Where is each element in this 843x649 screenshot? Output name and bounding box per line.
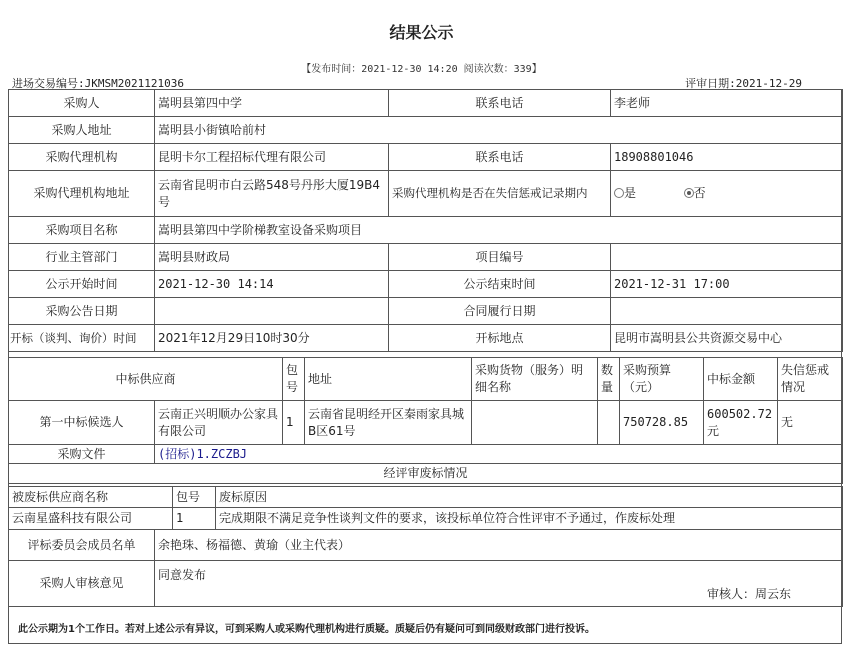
rejected-table xyxy=(8,486,843,530)
committee-value: 余艳珠、杨福德、黄瑜（业主代表） xyxy=(155,530,843,561)
phone-label: 联系电话 xyxy=(389,90,611,117)
open-place-value: 昆明市嵩明县公共资源交易中心 xyxy=(611,325,843,352)
radio-no-label: 否 xyxy=(693,186,706,200)
announce-date-value xyxy=(155,298,389,325)
agency-phone: 18908801046 xyxy=(611,144,843,171)
file-link[interactable]: (招标)1.ZCZBJ xyxy=(158,446,248,461)
rejected-name: 云南星盛科技有限公司 xyxy=(9,508,173,530)
review-date: 评审日期:2021-12-29 xyxy=(685,77,802,90)
winner-dishonest: 无 xyxy=(778,401,843,445)
publish-meta: 【发布时间：2021-12-30 14:20 阅读次数：339】 xyxy=(301,64,542,75)
announce-date-label: 采购公告日期 xyxy=(9,298,155,325)
files-cell xyxy=(155,445,843,464)
winner-header-supplier: 中标供应商 xyxy=(9,358,283,401)
contract-label: 合同履行日期 xyxy=(389,298,611,325)
dishonest-label: 采购代理机构是否在失信惩戒记录期内 xyxy=(389,171,611,217)
project-no-value xyxy=(611,244,843,271)
dept-label: 行业主管部门 xyxy=(9,244,155,271)
agency-addr-label: 采购代理机构地址 xyxy=(9,171,155,217)
winner-amount: 600502.72元 xyxy=(704,401,778,445)
winner-rank: 第一中标候选人 xyxy=(9,401,155,445)
opinion-label: 采购人审核意见 xyxy=(9,561,155,607)
radio-yes-icon[interactable] xyxy=(614,188,624,198)
rejected-header-name: 被废标供应商名称 xyxy=(9,487,173,508)
end-label: 公示结束时间 xyxy=(389,271,611,298)
winner-supplier: 云南正兴明顺办公家具有限公司 xyxy=(155,401,283,445)
winner-header-lot: 包号 xyxy=(283,358,305,401)
page-title: 结果公示 xyxy=(389,23,454,42)
winner-budget: 750728.85 xyxy=(620,401,704,445)
notice-text: 此公示期为1个工作日。若对上述公示有异议，可到采购人或采购代理机构进行质疑。质疑后仍有疑问可到同级财政部门进行投诉。 xyxy=(18,624,595,635)
buyer-label: 采购人 xyxy=(9,90,155,117)
winner-address: 云南省昆明经开区秦雨家具城B区61号 xyxy=(305,401,472,445)
winner-lot: 1 xyxy=(283,401,305,445)
winner-table xyxy=(8,357,843,484)
winner-header-budget: 采购预算（元） xyxy=(620,358,704,401)
files-label: 采购文件 xyxy=(9,445,155,464)
open-place-label: 开标地点 xyxy=(389,325,611,352)
opinion-value: 同意发布 xyxy=(155,561,843,607)
agency-addr-value: 云南省昆明市白云路548号丹彤大厦19B4号 xyxy=(155,171,389,217)
reviewer: 审核人：周云东 xyxy=(707,587,792,601)
project-no-label: 项目编号 xyxy=(389,244,611,271)
rejected-lot: 1 xyxy=(173,508,216,530)
contract-value xyxy=(611,298,843,325)
info-table xyxy=(8,89,843,352)
rejected-header-reason: 废标原因 xyxy=(216,487,843,508)
dept-value: 嵩明县财政局 xyxy=(155,244,389,271)
project-value: 嵩明县第四中学阶梯教室设备采购项目 xyxy=(155,217,843,244)
buyer-value: 嵩明县第四中学 xyxy=(155,90,389,117)
dishonest-options xyxy=(611,171,843,217)
agency-phone-label: 联系电话 xyxy=(389,144,611,171)
winner-header-address: 地址 xyxy=(305,358,472,401)
buyer-addr-value: 嵩明县小街镇哈前村 xyxy=(155,117,843,144)
buyer-contact: 李老师 xyxy=(611,90,843,117)
table-row xyxy=(9,508,843,530)
agency-value: 昆明卡尔工程招标代理有限公司 xyxy=(155,144,389,171)
start-value: 2021-12-30 14:14 xyxy=(155,271,389,298)
review-section-title: 经评审废标情况 xyxy=(9,464,843,484)
open-time-label: 开标（谈判、询价）时间 xyxy=(9,325,155,352)
end-value: 2021-12-31 17:00 xyxy=(611,271,843,298)
start-label: 公示开始时间 xyxy=(9,271,155,298)
open-time-value: 2021年12月29日10时30分 xyxy=(155,325,389,352)
winner-header-goods: 采购货物（服务）明细名称 xyxy=(472,358,598,401)
radio-no-icon[interactable] xyxy=(684,188,694,198)
trade-code: 进场交易编号:JKMSM2021121036 xyxy=(12,77,184,90)
radio-yes-label: 是 xyxy=(624,186,637,200)
winner-header-amount: 中标金额 xyxy=(704,358,778,401)
project-label: 采购项目名称 xyxy=(9,217,155,244)
winner-header-dishonest: 失信惩戒情况 xyxy=(778,358,843,401)
rejected-header-lot: 包号 xyxy=(173,487,216,508)
committee-label: 评标委员会成员名单 xyxy=(9,530,155,561)
winner-qty xyxy=(598,401,620,445)
winner-goods xyxy=(472,401,598,445)
table-row xyxy=(9,401,843,445)
rejected-reason: 完成期限不满足竞争性谈判文件的要求，该投标单位符合性评审不予通过，作废标处理 xyxy=(216,508,843,530)
winner-header-qty: 数量 xyxy=(598,358,620,401)
agency-label: 采购代理机构 xyxy=(9,144,155,171)
buyer-addr-label: 采购人地址 xyxy=(9,117,155,144)
